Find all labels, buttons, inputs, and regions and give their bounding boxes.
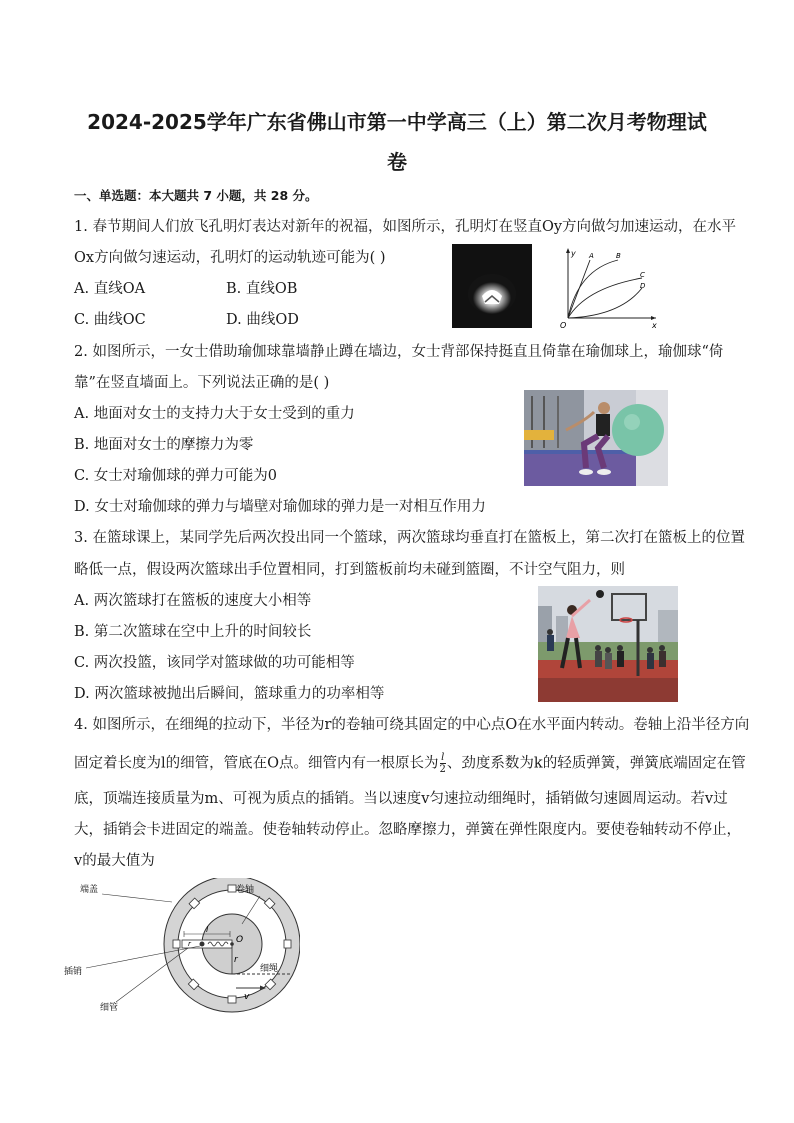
q2-option-a: A. 地面对女士的支持力大于女士受到的重力 (74, 406, 355, 422)
fraction-denominator: 2 (439, 764, 446, 775)
label-rope: 细绳 (260, 964, 279, 974)
q3-option-d: D. 两次篮球被抛出后瞬间，篮球重力的功率相等 (74, 686, 385, 702)
fraction-numerator: l (441, 752, 445, 763)
q2-option-c: C. 女士对瑜伽球的弹力可能为0 (74, 468, 278, 484)
label-v: v (244, 992, 250, 1002)
q3-stem-line2: 略低一点，假设两次篮球出手位置相同，打到篮板前均未碰到篮圈，不计空气阻力，则 (74, 562, 625, 578)
q4-stem-line2-b: 、劲度系数为k的轻质弹簧，弹簧底端固定在管 (446, 755, 746, 772)
label-end-cap: 端盖 (80, 885, 99, 895)
trajectory-graph (556, 244, 660, 330)
label-pin: 插销 (64, 967, 83, 977)
lantern-photo (452, 244, 532, 328)
pin (200, 942, 205, 947)
label-r-inner: r (188, 940, 191, 948)
q1-option-c: C. 曲线OC (74, 312, 146, 328)
label-o-center: O (236, 935, 244, 945)
q4-stem-line1: 4. 如图所示，在细绳的拉动下，半径为r的卷轴可绕其固定的中心点O在水平面内转动。卷轴上沿半径方向 (74, 717, 750, 733)
label-a: A (589, 252, 594, 260)
label-spool: 卷轴 (236, 885, 255, 895)
spool-diagram (60, 878, 300, 1018)
q2-stem-line2: 靠”在竖直墙面上。下列说法正确的是( ) (74, 375, 330, 391)
q1-option-d: D. 曲线OD (226, 312, 299, 328)
q2-option-d: D. 女士对瑜伽球的弹力与墙壁对瑜伽球的弹力是一对相互作用力 (74, 499, 486, 515)
q4-stem-line2 (74, 752, 746, 775)
q4-stem-line3: 底，顶端连接质量为m、可视为质点的插销。当以速度v匀速拉动细绳时，插销做匀速圆周运动。若v过 (74, 791, 728, 807)
q3-option-b: B. 第二次篮球在空中上升的时间较长 (74, 624, 312, 640)
q3-option-c: C. 两次投篮，该同学对篮球做的功可能相等 (74, 655, 355, 671)
curve-ob (568, 260, 618, 318)
label-l: l (206, 925, 209, 934)
curve-od (568, 288, 642, 318)
q2-stem-line1: 2. 如图所示，一女士借助瑜伽球靠墙静止蹲在墙边，女士背部保持挺直且倚靠在瑜伽球上，瑜伽球“倚 (74, 344, 724, 360)
q1-stem-line1: 1. 春节期间人们放飞孔明灯表达对新年的祝福，如图所示，孔明灯在竖直Oy方向做匀加速运动，在水平 (74, 219, 737, 235)
q3-option-a: A. 两次篮球打在篮板的速度大小相等 (74, 593, 312, 609)
q4-stem-line4: 大，插销会卡进固定的端盖。使卷轴转动停止。忽略摩擦力，弹簧在弹性限度内。要使卷轴转动不停止， (74, 822, 741, 838)
q4-stem-line5: v的最大值为 (74, 853, 155, 869)
label-y: y (571, 249, 576, 258)
label-c: C (640, 271, 645, 279)
q2-option-b: B. 地面对女士的摩擦力为零 (74, 437, 254, 453)
q1-stem-line2: Ox方向做匀速运动，孔明灯的运动轨迹可能为( ) (74, 250, 386, 266)
label-r: r (234, 955, 238, 965)
label-o: O (560, 321, 567, 330)
page-title-cont: 卷 (387, 150, 407, 174)
label-x: x (652, 321, 657, 330)
q3-stem-line1: 3. 在篮球课上，某同学先后两次投出同一个篮球，两次篮球均垂直打在篮板上，第二次打在篮板上的位置 (74, 530, 745, 546)
section-header: 一、单选题：本大题共 7 小题，共 28 分。 (74, 188, 318, 203)
label-b: B (616, 252, 621, 260)
basketball-photo (538, 586, 678, 702)
q4-stem-line2-a: 固定着长度为l的细管，管底在O点。细管内有一根原长为 (74, 755, 439, 772)
q1-option-a: A. 直线OA (74, 281, 146, 297)
page-title: 2024-2025学年广东省佛山市第一中学高三（上）第二次月考物理试 (87, 110, 707, 134)
label-tube: 细管 (100, 1003, 119, 1013)
label-d: D (640, 282, 646, 290)
fraction-l-over-2 (440, 752, 446, 775)
q1-option-b: B. 直线OB (226, 281, 298, 297)
yoga-ball-photo (524, 390, 668, 486)
